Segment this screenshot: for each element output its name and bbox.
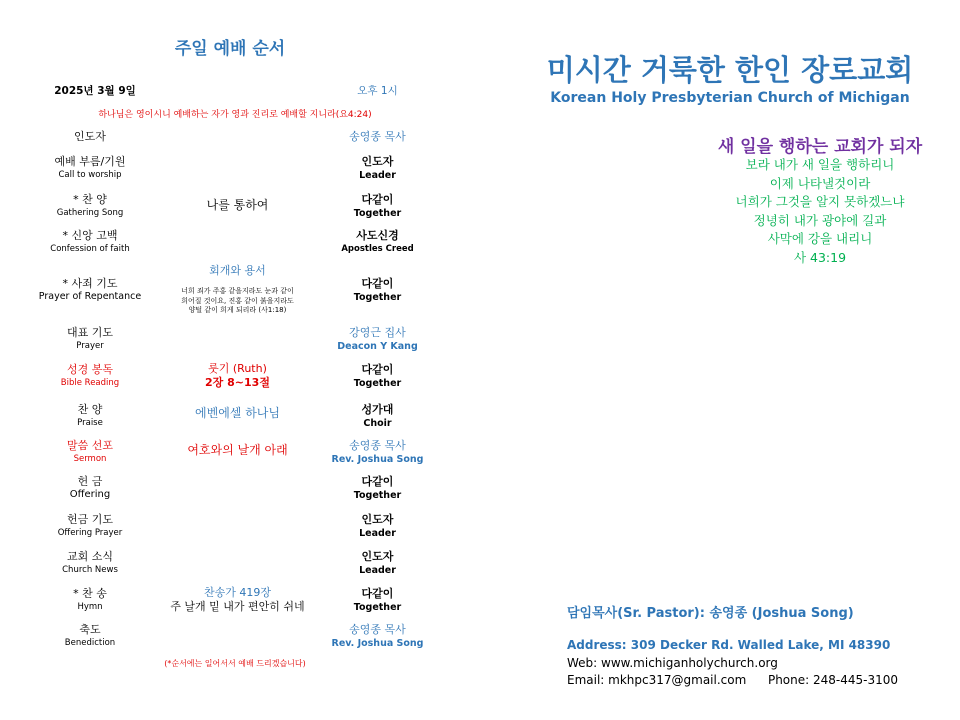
row-confession [25, 229, 155, 255]
row-right: 강영근 집사 [349, 326, 406, 339]
row-right2: Deacon Y Kang [337, 341, 418, 352]
row-sermon [25, 439, 155, 465]
row-repentance-person [325, 277, 430, 304]
verse-line: 희어질 것이요, 진홍 같이 붉을지라도 [181, 296, 294, 305]
row-hymn-person [325, 587, 430, 614]
row-en: Benediction [64, 638, 116, 648]
theme-verse [700, 156, 940, 267]
church-website: Web: www.michiganholychurch.org [567, 656, 778, 670]
row-mid2: 주 날개 밑 내가 편안히 쉬네 [170, 600, 305, 613]
row-right2: Rev. Joshua Song [331, 638, 424, 649]
row-mid: 룻기 (Ruth) [208, 362, 267, 375]
row-en: Offering [69, 489, 111, 500]
row-en: Prayer [76, 341, 104, 351]
verse-line: 정녕히 내가 광야에 길과 [753, 212, 887, 228]
row-right2: Rev. Joshua Song [331, 454, 424, 465]
row-kr: 축도 [79, 623, 101, 636]
row-kr: 말씀 선포 [66, 439, 113, 452]
row-benediction [25, 623, 155, 649]
row-mid: 찬송가 419장 [204, 586, 271, 599]
row-right2: Together [353, 602, 402, 613]
senior-pastor: 담임목사(Sr. Pastor): 송영종 (Joshua Song) [567, 606, 854, 621]
row-kr: * 찬 송 [73, 587, 107, 600]
row-right: 다같이 [361, 193, 394, 206]
row-hymn [25, 587, 155, 613]
worship-motto: 하나님은 영이시니 예배하는 자가 영과 진리로 예배할 지니라(요4:24) [98, 110, 372, 120]
row-offering-prayer [25, 513, 155, 539]
church-name-korean: 미시간 거룩한 한인 장로교회 [546, 53, 914, 87]
row-bible-reading-person [325, 363, 430, 390]
row-kr: 예배 부름/기원 [54, 155, 126, 168]
row-repentance-verse [150, 287, 325, 316]
row-gathering-song-person [325, 193, 430, 220]
row-gathering-song [25, 193, 155, 219]
row-right: 성가대 [361, 403, 394, 416]
row-kr: 성경 봉독 [66, 363, 113, 376]
row-kr: * 찬 양 [73, 193, 107, 206]
row-en: Sermon [73, 454, 107, 464]
row-mid: 나를 통하여 [206, 198, 269, 212]
row-leader-label [25, 130, 155, 144]
church-email: Email: mkhpc317@gmail.com [567, 673, 747, 687]
row-right2: Together [353, 292, 402, 303]
row-kr: 인도자 [74, 130, 106, 143]
order-title: 주일 예배 순서 [174, 39, 286, 59]
row-right2: Together [353, 490, 402, 501]
verse-line: 너희 죄가 주홍 같을지라도 눈과 같이 [181, 287, 294, 295]
row-kr: 헌금 기도 [66, 513, 113, 526]
row-kr: 헌 금 [77, 475, 103, 488]
row-mid2: 2장 8~13절 [205, 376, 270, 389]
row-prayer [25, 326, 155, 352]
row-repentance-title [150, 264, 325, 278]
row-kr: * 신앙 고백 [62, 229, 118, 242]
row-kr: * 사죄 기도 [62, 277, 118, 290]
verse-line: 보라 내가 새 일을 행하리니 [745, 157, 895, 172]
row-offering [25, 475, 155, 501]
row-right: 다같이 [361, 475, 394, 488]
row-benediction-person [325, 623, 430, 650]
verse-reference: 사 43:19 [793, 249, 847, 265]
row-church-news [25, 550, 155, 576]
church-address: Address: 309 Decker Rd. Walled Lake, MI 48390 [567, 638, 891, 652]
row-kr: 찬 양 [77, 403, 103, 416]
verse-line: 이제 나타낼것이라 [769, 175, 871, 191]
row-right: 인도자 [361, 513, 394, 526]
row-en: Hymn [77, 602, 103, 612]
row-right2: Choir [363, 418, 392, 429]
row-sermon-title [150, 443, 325, 458]
verse-line: 너희가 그것을 알지 못하겠느냐 [735, 194, 905, 209]
church-name-english: Korean Holy Presbyterian Church of Michigan [550, 90, 910, 106]
row-right: 사도신경 [356, 229, 399, 242]
row-right: 인도자 [361, 550, 394, 563]
verse-line: 양털 같이 희게 되리라 (사1:18) [188, 306, 287, 314]
row-right2: Leader [359, 528, 396, 539]
service-date: 2025년 3월 9일 [54, 85, 136, 97]
row-right2: Leader [359, 170, 396, 181]
church-phone: Phone: 248-445-3100 [767, 673, 898, 687]
row-mid: 여호와의 날개 아래 [187, 443, 288, 457]
row-offering-prayer-person [325, 513, 430, 540]
row-right2: Leader [359, 565, 396, 576]
row-praise-title [150, 406, 325, 421]
row-en: Church News [62, 565, 118, 575]
row-mid: 회개와 용서 [209, 264, 266, 277]
service-time: 오후 1시 [357, 85, 398, 97]
row-call-to-worship-person [325, 155, 430, 182]
row-leader-person [325, 130, 430, 144]
row-right: 송영종 목사 [349, 623, 406, 636]
row-en: Offering Prayer [57, 528, 123, 538]
row-praise [25, 403, 155, 429]
row-en: Prayer of Repentance [38, 291, 142, 302]
row-kr: 교회 소식 [66, 550, 113, 563]
row-en: Confession of faith [50, 244, 130, 254]
row-en: Gathering Song [56, 208, 124, 218]
row-mid: 에벤에셀 하나님 [195, 406, 280, 420]
row-kr: 대표 기도 [66, 326, 113, 339]
row-right: 인도자 [361, 155, 394, 168]
verse-line: 사막에 강을 내리니 [767, 231, 873, 246]
row-gathering-song-title [150, 198, 325, 213]
row-prayer-person [325, 326, 430, 353]
row-right: 다같이 [361, 277, 394, 290]
row-bible-reading-passage [150, 362, 325, 390]
row-call-to-worship [25, 155, 155, 181]
standing-footnote: (*순서에는 일어서서 예배 드리겠습니다) [164, 659, 306, 668]
church-theme: 새 일을 행하는 교회가 되자 [717, 137, 923, 157]
row-confession-person [325, 229, 430, 255]
row-hymn-title [150, 586, 325, 614]
row-right2: Together [353, 208, 402, 219]
row-bible-reading [25, 363, 155, 389]
row-sermon-person [325, 439, 430, 466]
row-right: 다같이 [361, 587, 394, 600]
row-right: 다같이 [361, 363, 394, 376]
row-right: 송영종 목사 [349, 439, 406, 452]
row-offering-person [325, 475, 430, 502]
row-right2: Apostles Creed [341, 244, 414, 254]
row-right2: Together [353, 378, 402, 389]
row-en: Call to worship [58, 170, 122, 180]
row-right: 송영종 목사 [349, 130, 406, 143]
row-repentance [25, 277, 155, 303]
row-church-news-person [325, 550, 430, 577]
church-contact [567, 673, 898, 687]
row-en: Bible Reading [60, 378, 120, 388]
row-en: Praise [77, 418, 103, 428]
row-praise-person [325, 403, 430, 430]
